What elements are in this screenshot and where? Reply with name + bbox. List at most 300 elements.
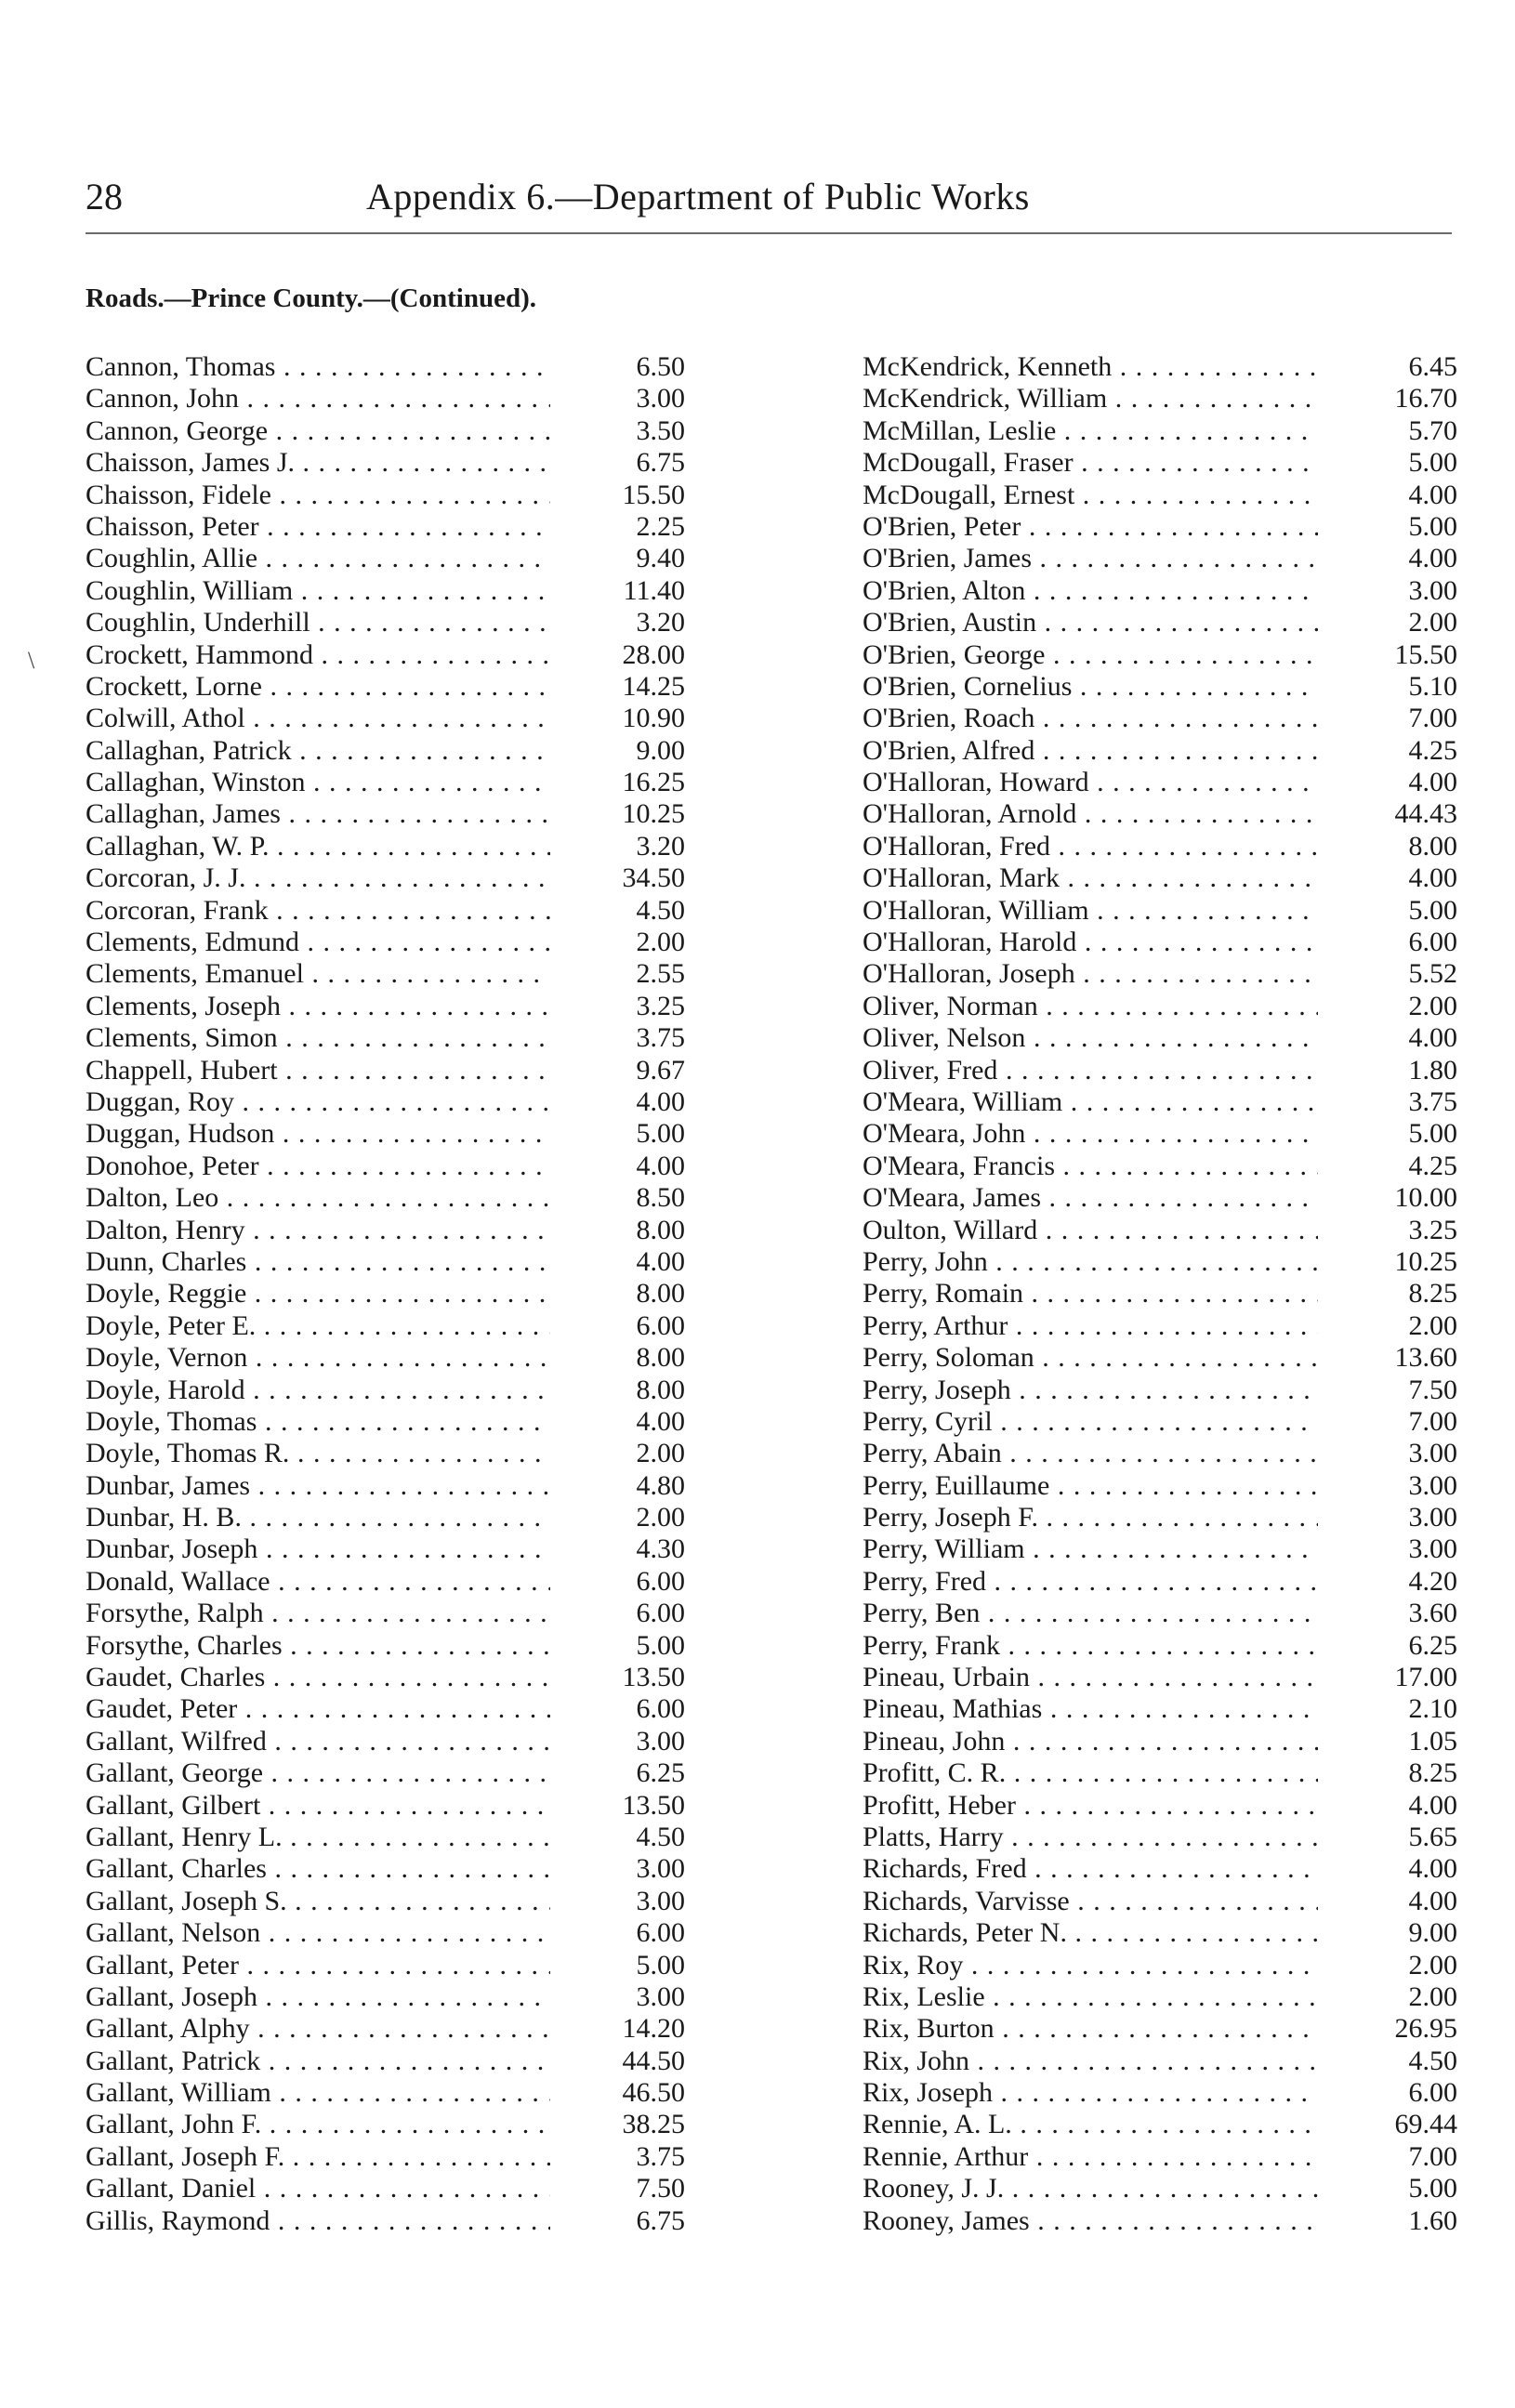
payment-amount: 6.45 (1408, 351, 1457, 382)
payment-amount: 3.60 (1408, 1598, 1457, 1629)
list-item (86, 958, 685, 990)
list-item (863, 1950, 1457, 1981)
payment-amount: 4.50 (636, 1821, 685, 1852)
list-item (86, 895, 685, 927)
payee-name: Cannon, George . . . (86, 415, 550, 447)
list-item (863, 543, 1457, 574)
payee-name: Clements, Emanuel . . . (86, 958, 550, 990)
list-item (863, 1822, 1457, 1853)
list-item (86, 511, 685, 543)
list-item (863, 2077, 1457, 2109)
payee-name: Gallant, Joseph . . . (86, 1981, 550, 2013)
payee-name: Richards, Peter N. . . . (863, 1917, 1318, 1949)
list-item (863, 351, 1457, 383)
payee-name: O'Brien, James . . . (863, 543, 1318, 574)
payee-name: Richards, Fred . . . (863, 1853, 1318, 1885)
list-item (86, 575, 685, 607)
list-item (863, 607, 1457, 638)
payment-amount: 8.00 (636, 1342, 685, 1374)
list-item (863, 511, 1457, 543)
list-item (863, 895, 1457, 927)
payee-name: Callaghan, Patrick . . . (86, 735, 550, 767)
payment-amount: 3.00 (636, 1725, 685, 1757)
list-item (86, 1853, 685, 1885)
payment-amount: 2.00 (636, 927, 685, 958)
payee-name: Dunbar, James . . . (86, 1470, 550, 1502)
list-item (86, 1790, 685, 1822)
payment-amount: 2.25 (636, 510, 685, 542)
list-item (863, 480, 1457, 511)
payee-name: Gallant, John F. . . . (86, 2109, 550, 2140)
payment-amount: 5.52 (1408, 958, 1457, 990)
list-item (86, 607, 685, 638)
list-item (86, 991, 685, 1022)
list-item (86, 1950, 685, 1981)
payment-amount: 3.00 (636, 383, 685, 414)
payment-amount: 4.80 (636, 1469, 685, 1501)
list-item (863, 735, 1457, 767)
list-item (86, 1182, 685, 1214)
payee-name: Perry, John . . . (863, 1246, 1318, 1278)
list-item (863, 1886, 1457, 1917)
list-item (86, 703, 685, 734)
list-item (863, 383, 1457, 414)
payee-name: O'Brien, Austin . . . (863, 607, 1318, 638)
list-item (863, 1726, 1457, 1757)
payment-amount: 1.05 (1408, 1725, 1457, 1757)
payment-amount: 9.40 (636, 543, 685, 574)
list-item (863, 575, 1457, 607)
list-item (863, 1278, 1457, 1309)
payee-name: Gallant, William . . . (86, 2077, 550, 2109)
list-item (863, 1022, 1457, 1054)
payment-amount: 3.75 (636, 2140, 685, 2172)
payee-name: Rix, Leslie . . . (863, 1981, 1318, 2013)
payment-amount: 4.30 (636, 1533, 685, 1565)
payee-name: McKendrick, Kenneth . . . (863, 351, 1318, 383)
payee-name: Doyle, Harold . . . (86, 1375, 550, 1406)
list-item (86, 2046, 685, 2077)
list-item (86, 1055, 685, 1086)
payment-amount: 46.50 (622, 2077, 685, 2109)
list-item (86, 1693, 685, 1725)
payment-amount: 3.25 (636, 990, 685, 1021)
list-item (86, 1726, 685, 1757)
payment-amount: 8.00 (1408, 830, 1457, 862)
payment-amount: 10.00 (1394, 1182, 1457, 1214)
list-item (863, 415, 1457, 447)
list-item (863, 2173, 1457, 2204)
list-item (863, 1438, 1457, 1469)
payee-name: Gallant, Joseph F. . . . (86, 2141, 550, 2173)
payee-name: Gaudet, Charles . . . (86, 1662, 550, 1693)
payment-amount: 38.25 (622, 2109, 685, 2140)
payment-amount: 4.00 (636, 1245, 685, 1277)
list-item (863, 2205, 1457, 2237)
payment-amount: 6.00 (636, 1693, 685, 1725)
list-item (86, 1342, 685, 1374)
payment-amount: 5.00 (1408, 2173, 1457, 2204)
payee-name: Clements, Simon . . . (86, 1022, 550, 1054)
list-item (863, 1693, 1457, 1725)
payment-amount: 4.50 (1408, 2045, 1457, 2076)
payee-name: Dalton, Henry . . . (86, 1215, 550, 1246)
payment-amount: 8.25 (1408, 1757, 1457, 1789)
payment-amount: 3.00 (1408, 1502, 1457, 1533)
payment-amount: 4.00 (636, 1150, 685, 1181)
payment-amount: 9.00 (636, 734, 685, 766)
payment-amount: 5.00 (1408, 447, 1457, 479)
list-item (863, 1310, 1457, 1342)
list-item (86, 1886, 685, 1917)
payee-name: O'Meara, James . . . (863, 1182, 1318, 1214)
payee-name: Dunn, Charles . . . (86, 1246, 550, 1278)
payee-name: Pineau, Urbain . . . (863, 1662, 1318, 1693)
payment-amount: 5.00 (1408, 510, 1457, 542)
payee-name: Perry, Cyril . . . (863, 1406, 1318, 1438)
payee-name: Crockett, Lorne . . . (86, 671, 550, 703)
payee-name: Perry, Joseph . . . (863, 1375, 1318, 1406)
payment-amount: 5.00 (636, 1629, 685, 1661)
payment-amount: 10.90 (622, 703, 685, 734)
list-item (863, 798, 1457, 830)
list-item (86, 1246, 685, 1278)
list-item (86, 543, 685, 574)
payment-amount: 4.00 (636, 1405, 685, 1437)
list-item (86, 2173, 685, 2204)
payee-name: Perry, Frank . . . (863, 1630, 1318, 1662)
list-item (86, 1215, 685, 1246)
list-item (863, 2109, 1457, 2140)
list-item (863, 1533, 1457, 1565)
list-item (863, 2046, 1457, 2077)
list-item (863, 1055, 1457, 1086)
payment-amount: 3.00 (1408, 1469, 1457, 1501)
payment-amount: 15.50 (622, 479, 685, 510)
payee-name: Gallant, Joseph S. . . . (86, 1886, 550, 1917)
payment-amount: 26.95 (1394, 2013, 1457, 2045)
payment-amount: 3.00 (636, 1885, 685, 1916)
payment-amount: 3.25 (1408, 1214, 1457, 1245)
payee-name: Colwill, Athol . . . (86, 703, 550, 734)
payment-amount: 2.10 (1408, 1693, 1457, 1725)
payee-name: Rix, Joseph . . . (863, 2077, 1318, 2109)
list-item (86, 735, 685, 767)
payment-amount: 2.00 (636, 1438, 685, 1469)
payee-name: O'Brien, George . . . (863, 639, 1318, 671)
payee-name: Callaghan, James . . . (86, 798, 550, 830)
payee-name: O'Halloran, Arnold . . . (863, 798, 1318, 830)
payee-name: Richards, Varvisse . . . (863, 1886, 1318, 1917)
payee-name: Doyle, Thomas . . . (86, 1406, 550, 1438)
list-item (863, 1662, 1457, 1693)
list-item (863, 1981, 1457, 2013)
list-item (86, 798, 685, 830)
payee-name: Gallant, Alphy . . . (86, 2013, 550, 2045)
payment-amount: 3.00 (636, 1980, 685, 2012)
list-item (86, 415, 685, 447)
payee-name: Chaisson, James J. . . . (86, 447, 550, 479)
payee-name: Corcoran, J. J. . . . (86, 862, 550, 894)
payee-name: Gallant, Peter . . . (86, 1950, 550, 1981)
payment-amount: 14.20 (622, 2013, 685, 2045)
payment-amount: 4.00 (1408, 1885, 1457, 1916)
payment-amount: 4.00 (636, 1086, 685, 1117)
payment-amount: 5.00 (636, 1949, 685, 1980)
list-item (863, 1502, 1457, 1533)
payment-amount: 6.25 (1408, 1629, 1457, 1661)
list-item (863, 767, 1457, 798)
payment-amount: 2.00 (1408, 1309, 1457, 1341)
list-item (86, 351, 685, 383)
payee-name: O'Brien, Alton . . . (863, 575, 1318, 607)
payment-amount: 3.00 (1408, 574, 1457, 606)
payment-amount: 8.25 (1408, 1278, 1457, 1309)
list-item (86, 1598, 685, 1629)
left-column (86, 351, 685, 2237)
payee-name: Cannon, Thomas . . . (86, 351, 550, 383)
payee-name: O'Halloran, Joseph . . . (863, 958, 1318, 990)
payee-name: Rooney, James . . . (863, 2205, 1318, 2237)
payee-name: Forsythe, Ralph . . . (86, 1598, 550, 1629)
payee-name: Pineau, Mathias . . . (863, 1693, 1318, 1725)
running-title: Appendix 6.—Department of Public Works (366, 176, 1030, 217)
list-item (86, 1662, 685, 1693)
payee-name: O'Halloran, Howard . . . (863, 767, 1318, 798)
payment-amount: 4.50 (636, 894, 685, 926)
header-rule (86, 232, 1452, 234)
list-item (863, 1790, 1457, 1822)
payee-name: Pineau, John . . . (863, 1726, 1318, 1757)
page-number: 28 (86, 176, 123, 217)
payee-name: Profitt, C. R. . . . (863, 1757, 1318, 1789)
payee-name: Gallant, Charles . . . (86, 1853, 550, 1885)
list-item (863, 991, 1457, 1022)
payment-amount: 5.00 (1408, 1118, 1457, 1150)
page-header (86, 175, 1452, 230)
list-item (86, 2205, 685, 2237)
payee-name: Callaghan, W. P. . . . (86, 831, 550, 862)
payee-name: Gallant, Wilfred . . . (86, 1726, 550, 1757)
right-column (863, 351, 1457, 2237)
list-item (863, 1406, 1457, 1438)
payment-amount: 28.00 (622, 638, 685, 670)
list-item (863, 958, 1457, 990)
section-title: Roads.—Prince County.—(Continued). (86, 283, 536, 313)
payment-amount: 10.25 (1394, 1245, 1457, 1277)
payment-amount: 6.00 (1408, 927, 1457, 958)
list-item (86, 1502, 685, 1533)
payment-amount: 4.25 (1408, 734, 1457, 766)
payee-name: Gillis, Raymond . . . (86, 2205, 550, 2237)
payment-amount: 4.00 (1408, 862, 1457, 894)
payee-name: Gallant, Patrick . . . (86, 2046, 550, 2077)
payment-amount: 6.75 (636, 447, 685, 479)
payee-name: Dalton, Leo . . . (86, 1182, 550, 1214)
payee-name: Perry, Ben . . . (863, 1598, 1318, 1629)
payee-name: Crockett, Hammond . . . (86, 639, 550, 671)
list-item (86, 1310, 685, 1342)
payee-name: Gallant, Gilbert . . . (86, 1790, 550, 1822)
payment-amount: 6.00 (636, 1598, 685, 1629)
payee-name: Perry, Euillaume . . . (863, 1470, 1318, 1502)
list-item (863, 703, 1457, 734)
payment-amount: 7.50 (1408, 1374, 1457, 1405)
list-item (863, 2013, 1457, 2045)
payment-amount: 5.10 (1408, 670, 1457, 702)
payment-amount: 10.25 (622, 798, 685, 830)
list-item (86, 831, 685, 862)
list-item (86, 2109, 685, 2140)
payment-amount: 3.00 (1408, 1533, 1457, 1565)
payee-name: Oliver, Norman . . . (863, 991, 1318, 1022)
list-item (863, 1470, 1457, 1502)
payee-name: Perry, Joseph F. . . . (863, 1502, 1318, 1533)
payment-amount: 6.50 (636, 351, 685, 382)
list-item (863, 447, 1457, 479)
payee-name: Perry, Arthur . . . (863, 1310, 1318, 1342)
list-item (86, 767, 685, 798)
payee-name: O'Brien, Alfred . . . (863, 735, 1318, 767)
payee-name: Doyle, Vernon . . . (86, 1342, 550, 1374)
payee-name: Corcoran, Frank . . . (86, 895, 550, 927)
list-item (86, 447, 685, 479)
list-item (86, 1278, 685, 1309)
payee-name: Doyle, Peter E. . . . (86, 1310, 550, 1342)
payment-amount: 13.50 (622, 1662, 685, 1693)
list-item (863, 1215, 1457, 1246)
payment-amount: 6.00 (636, 1565, 685, 1597)
list-item (863, 1853, 1457, 1885)
payment-amount: 7.00 (1408, 1405, 1457, 1437)
payment-amount: 2.00 (1408, 1980, 1457, 2012)
payment-amount: 4.00 (1408, 1789, 1457, 1821)
payment-amount: 4.00 (1408, 543, 1457, 574)
list-item (86, 1151, 685, 1182)
payee-name: Gaudet, Peter . . . (86, 1693, 550, 1725)
payee-name: Perry, Abain . . . (863, 1438, 1318, 1469)
list-item (86, 383, 685, 414)
payment-amount: 4.00 (1408, 767, 1457, 798)
list-item (86, 2141, 685, 2173)
payee-name: O'Brien, Roach . . . (863, 703, 1318, 734)
margin-mark: \ (28, 647, 35, 674)
list-item (86, 639, 685, 671)
payee-name: Rix, John . . . (863, 2046, 1318, 2077)
list-item (863, 1182, 1457, 1214)
payee-name: Callaghan, Winston . . . (86, 767, 550, 798)
list-item (86, 1757, 685, 1789)
payment-amount: 3.75 (636, 1022, 685, 1054)
payment-amount: 69.44 (1394, 2109, 1457, 2140)
list-item (86, 1438, 685, 1469)
payee-name: Rix, Roy . . . (863, 1950, 1318, 1981)
list-item (863, 927, 1457, 958)
payment-amount: 4.25 (1408, 1150, 1457, 1181)
payment-amount: 4.00 (1408, 1022, 1457, 1054)
list-item (863, 1151, 1457, 1182)
payee-name: O'Brien, Cornelius . . . (863, 671, 1318, 703)
payment-amount: 7.00 (1408, 2140, 1457, 2172)
payment-amount: 2.00 (1408, 1949, 1457, 1980)
payment-amount: 2.00 (1408, 607, 1457, 638)
list-item (863, 831, 1457, 862)
list-item (86, 671, 685, 703)
payment-amount: 16.25 (622, 767, 685, 798)
payee-name: Clements, Edmund . . . (86, 927, 550, 958)
list-item (86, 1375, 685, 1406)
payment-amount: 3.20 (636, 830, 685, 862)
list-item (86, 1022, 685, 1054)
payee-name: Duggan, Roy . . . (86, 1086, 550, 1118)
payee-name: Duggan, Hudson . . . (86, 1118, 550, 1150)
payment-amount: 44.43 (1394, 798, 1457, 830)
list-item (86, 1981, 685, 2013)
payment-amount: 17.00 (1394, 1662, 1457, 1693)
payee-name: McDougall, Ernest . . . (863, 480, 1318, 511)
list-item (86, 1630, 685, 1662)
payee-name: Chaisson, Peter . . . (86, 511, 550, 543)
payment-amount: 34.50 (622, 862, 685, 894)
payee-name: Rennie, Arthur . . . (863, 2141, 1318, 2173)
payee-name: Dunbar, H. B. . . . (86, 1502, 550, 1533)
list-item (863, 1917, 1457, 1949)
payee-name: Cannon, John . . . (86, 383, 550, 414)
payee-name: Forsythe, Charles . . . (86, 1630, 550, 1662)
payee-name: Donald, Wallace . . . (86, 1566, 550, 1598)
list-item (86, 1118, 685, 1150)
payee-name: Chappell, Hubert . . . (86, 1055, 550, 1086)
payment-amount: 6.75 (636, 2204, 685, 2236)
list-item (863, 1342, 1457, 1374)
payee-name: O'Brien, Peter . . . (863, 511, 1318, 543)
payment-amount: 1.80 (1408, 1054, 1457, 1086)
payment-amount: 5.70 (1408, 414, 1457, 446)
payee-name: Oliver, Fred . . . (863, 1055, 1318, 1086)
payment-amount: 13.50 (622, 1789, 685, 1821)
payee-name: Oliver, Nelson . . . (863, 1022, 1318, 1054)
payee-name: Dunbar, Joseph . . . (86, 1533, 550, 1565)
payee-name: Profitt, Heber . . . (863, 1790, 1318, 1822)
payment-amount: 14.25 (622, 670, 685, 702)
payment-amount: 3.00 (636, 1853, 685, 1885)
payment-amount: 2.00 (636, 1502, 685, 1533)
payee-name: Rix, Burton . . . (863, 2013, 1318, 2045)
payment-amount: 8.00 (636, 1278, 685, 1309)
payment-amount: 11.40 (623, 574, 685, 606)
payment-amount: 4.00 (1408, 1853, 1457, 1885)
payee-name: Donohoe, Peter . . . (86, 1151, 550, 1182)
list-item (863, 639, 1457, 671)
payee-name: Coughlin, William . . . (86, 575, 550, 607)
list-item (863, 1757, 1457, 1789)
payee-name: Gallant, George . . . (86, 1757, 550, 1789)
payment-amount: 5.65 (1408, 1821, 1457, 1852)
payment-amount: 16.70 (1394, 383, 1457, 414)
list-item (86, 2077, 685, 2109)
payee-name: Perry, Fred . . . (863, 1566, 1318, 1598)
payee-name: Gallant, Daniel . . . (86, 2173, 550, 2204)
payee-name: Perry, Romain . . . (863, 1278, 1318, 1309)
payee-name: Platts, Harry . . . (863, 1822, 1318, 1853)
payee-name: McMillan, Leslie . . . (863, 415, 1318, 447)
payment-amount: 8.50 (636, 1182, 685, 1214)
list-item (863, 1630, 1457, 1662)
payment-amount: 7.50 (636, 2173, 685, 2204)
payment-amount: 9.00 (1408, 1917, 1457, 1949)
list-item (86, 1406, 685, 1438)
payment-amount: 6.25 (636, 1757, 685, 1789)
